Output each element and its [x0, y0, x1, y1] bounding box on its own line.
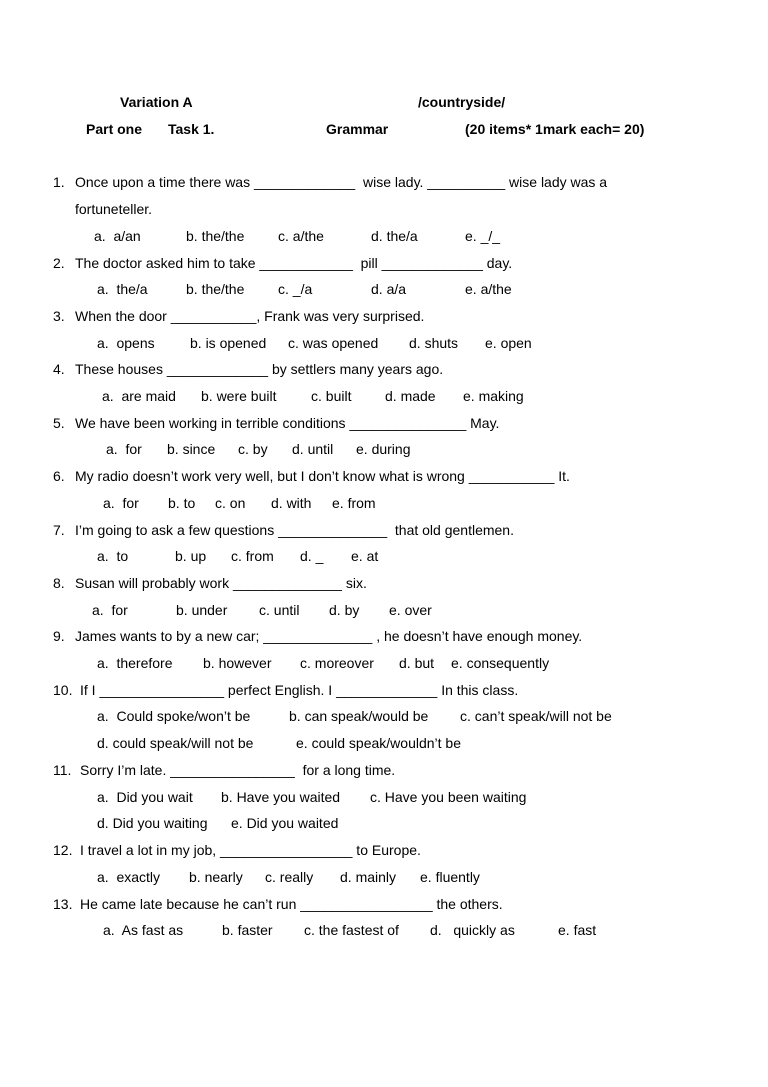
question-number: 8. [53, 575, 65, 591]
question-number: 2. [53, 255, 65, 271]
option-c: c. moreover [300, 655, 374, 671]
option-c: c. built [311, 388, 352, 404]
question-number: 12. [53, 842, 73, 858]
question-text: I’m going to ask a few questions ______________ that old gentlemen. [75, 522, 514, 538]
question-text: We have been working in terrible conditions _______________ May. [75, 415, 500, 431]
question-number: 10. [53, 682, 73, 698]
option-b: b. up [175, 548, 207, 564]
question-text-continued: fortuneteller. [75, 201, 153, 217]
option-c: c. really [265, 869, 314, 885]
option-a: a. are maid [102, 388, 176, 404]
question-text: I travel a lot in my job, _________________ to Europe. [80, 842, 421, 858]
variation-label: Variation A [120, 94, 193, 110]
question-text: These houses _____________ by settlers many years ago. [75, 361, 444, 377]
option-d: d. could speak/will not be [97, 735, 254, 751]
option-e: e. open [485, 335, 532, 351]
option-b: b. the/the [186, 228, 245, 244]
option-d: d. but [399, 655, 435, 671]
option-c: c. until [259, 602, 300, 618]
option-e: e. fast [558, 922, 597, 938]
question-text: James wants to by a new car; ______________ , he doesn’t have enough money. [75, 628, 583, 644]
option-b: b. under [176, 602, 228, 618]
question-text: The doctor asked him to take ____________ pill _____________ day. [75, 255, 513, 271]
option-b: b. since [167, 441, 216, 457]
option-e: e. over [389, 602, 432, 618]
option-a: a. As fast as [103, 922, 184, 938]
topic-label: /countryside/ [418, 94, 506, 110]
option-b: b. to [168, 495, 196, 511]
option-b: b. however [203, 655, 272, 671]
option-a: a. the/a [97, 281, 148, 297]
option-b: b. nearly [189, 869, 243, 885]
option-a: a. for [103, 495, 139, 511]
option-d: d. mainly [340, 869, 397, 885]
option-c: c. a/the [278, 228, 324, 244]
option-a: a. opens [97, 335, 155, 351]
option-d: d. until [292, 441, 334, 457]
option-e: e. making [463, 388, 524, 404]
option-e: e. _/_ [465, 228, 501, 244]
option-e: e. during [356, 441, 411, 457]
option-a: a. for [92, 602, 128, 618]
question-number: 4. [53, 361, 65, 377]
question-number: 7. [53, 522, 65, 538]
question-number: 9. [53, 628, 65, 644]
option-a: a. a/an [94, 228, 141, 244]
question-text: If I ________________ perfect English. I _____________ In this class. [80, 682, 519, 698]
option-a: a. for [106, 441, 142, 457]
option-d: d. with [271, 495, 312, 511]
question-number: 1. [53, 174, 65, 190]
question-number: 5. [53, 415, 65, 431]
option-e: e. from [332, 495, 376, 511]
task-label: Task 1. [168, 121, 215, 137]
option-d: d. shuts [409, 335, 459, 351]
part-label: Part one [86, 121, 143, 137]
option-d: d. Did you waiting [97, 815, 208, 831]
option-c: c. by [238, 441, 268, 457]
option-e: e. consequently [451, 655, 550, 671]
question-number: 6. [53, 468, 65, 484]
option-a: a. to [97, 548, 129, 564]
option-e: e. could speak/wouldn’t be [296, 735, 461, 751]
option-b: b. the/the [186, 281, 245, 297]
question-text: My radio doesn’t work very well, but I don’t know what is wrong ___________ It. [75, 468, 570, 484]
question-number: 3. [53, 308, 65, 324]
option-c: c. can’t speak/will not be [460, 708, 612, 724]
option-d: d. made [385, 388, 436, 404]
option-b: b. faster [222, 922, 273, 938]
option-c: c. Have you been waiting [370, 789, 527, 805]
option-c: c. the fastest of [304, 922, 399, 938]
option-d: d. _ [300, 548, 324, 564]
option-c: c. from [231, 548, 274, 564]
option-c: c. _/a [278, 281, 313, 297]
option-c: c. was opened [288, 335, 379, 351]
section-label: Grammar [326, 121, 389, 137]
option-b: b. is opened [190, 335, 267, 351]
option-b: b. were built [201, 388, 277, 404]
question-number: 11. [53, 762, 72, 778]
marks-label: (20 items* 1mark each= 20) [465, 121, 645, 137]
question-number: 13. [53, 896, 73, 912]
option-e: e. a/the [465, 281, 512, 297]
question-text: Susan will probably work ______________ six. [75, 575, 367, 591]
option-e: e. Did you waited [231, 815, 339, 831]
option-b: b. can speak/would be [289, 708, 429, 724]
option-d: d. the/a [371, 228, 418, 244]
option-d: d. a/a [371, 281, 407, 297]
option-d: d. by [329, 602, 360, 618]
option-a: a. Did you wait [97, 789, 193, 805]
option-e: e. at [351, 548, 379, 564]
option-b: b. Have you waited [221, 789, 341, 805]
question-text: When the door ___________, Frank was very surprised. [75, 308, 425, 324]
question-text: He came late because he can’t run _________________ the others. [80, 896, 503, 912]
option-a: a. exactly [97, 869, 161, 885]
option-d: d. quickly as [430, 922, 515, 938]
question-text: Once upon a time there was _____________ wise lady. __________ wise lady was a [75, 174, 608, 190]
option-e: e. fluently [420, 869, 480, 885]
option-a: a. Could spoke/won’t be [97, 708, 251, 724]
option-a: a. therefore [97, 655, 173, 671]
question-text: Sorry I’m late. ________________ for a long time. [80, 762, 396, 778]
option-c: c. on [215, 495, 246, 511]
